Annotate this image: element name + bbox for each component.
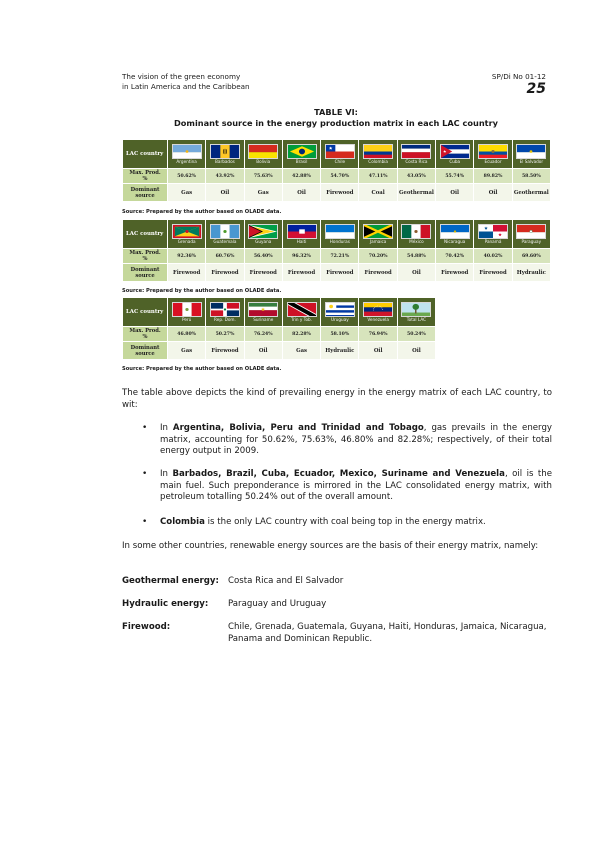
max-prod-value: 82.28% bbox=[282, 327, 320, 342]
country-name: Honduras bbox=[321, 239, 358, 245]
country-header bbox=[206, 220, 244, 249]
country-header bbox=[359, 220, 397, 249]
country-name: Ecuador bbox=[474, 159, 511, 165]
row-label-country: LAC country bbox=[123, 220, 168, 249]
max-prod-value: 42.88% bbox=[282, 169, 320, 184]
paraguay-flag-icon bbox=[516, 224, 546, 239]
haiti-flag-icon bbox=[287, 224, 317, 239]
dominant-source-value: Geothermal bbox=[512, 184, 550, 202]
colombia-flag-icon bbox=[363, 144, 393, 159]
definition-label: Geothermal energy: bbox=[122, 576, 219, 586]
bullet-marker: • bbox=[142, 423, 148, 433]
trinidad-tobago-flag-icon bbox=[287, 302, 317, 317]
country-name: Trin y Tob. bbox=[283, 317, 320, 323]
max-prod-value: 43.92% bbox=[206, 169, 244, 184]
max-prod-value: 60.76% bbox=[206, 249, 244, 264]
max-prod-value: 43.05% bbox=[397, 169, 435, 184]
row-label-max-prod: Max. Prod. % bbox=[123, 249, 168, 264]
renewables-paragraph: In some other countries, renewable energy sources are the basis of their energy matrix, namely: bbox=[122, 541, 539, 551]
max-prod-value: 40.02% bbox=[474, 249, 512, 264]
definition-value: Costa Rica and El Salvador bbox=[228, 576, 344, 586]
row-label-country: LAC country bbox=[123, 298, 168, 327]
bolivia-flag-icon bbox=[248, 144, 278, 159]
dominant-source-value: Oil bbox=[244, 342, 282, 360]
dominant-source-value: Firewood bbox=[474, 264, 512, 282]
max-prod-value: 70.42% bbox=[436, 249, 474, 264]
country-name: Haiti bbox=[283, 239, 320, 245]
costa-rica-flag-icon bbox=[401, 144, 431, 159]
dominant-source-value: Firewood bbox=[244, 264, 282, 282]
country-name: Jamaica bbox=[359, 239, 396, 245]
grenada-flag-icon bbox=[172, 224, 202, 239]
max-prod-value: 54.88% bbox=[397, 249, 435, 264]
country-header bbox=[512, 220, 550, 249]
max-prod-value: 50.62% bbox=[168, 169, 206, 184]
dominant-source-value: Coal bbox=[359, 184, 397, 202]
country-name: Venezuela bbox=[359, 317, 396, 323]
brazil-flag-icon bbox=[287, 144, 317, 159]
guyana-flag-icon bbox=[248, 224, 278, 239]
energy-table-1 bbox=[122, 139, 551, 202]
country-name: Grenada bbox=[168, 239, 205, 245]
table-source-note: Source: Prepared by the author based on OLADE data. bbox=[122, 209, 282, 215]
dominant-source-value: Oil bbox=[474, 184, 512, 202]
dominant-source-value: Oil bbox=[397, 264, 435, 282]
dominant-source-value: Geothermal bbox=[397, 184, 435, 202]
country-header bbox=[474, 220, 512, 249]
peru-flag-icon bbox=[172, 302, 202, 317]
max-prod-value: 75.63% bbox=[244, 169, 282, 184]
country-name: Uruguay bbox=[321, 317, 358, 323]
country-header bbox=[206, 140, 244, 169]
definition-value: Chile, Grenada, Guatemala, Guyana, Haiti, Honduras, Jamaica, Nicaragua, Panama and Dominican Republic. bbox=[228, 622, 547, 644]
dominant-source-value: Firewood bbox=[168, 264, 206, 282]
dominant-source-value: Firewood bbox=[436, 264, 474, 282]
document-reference: SP/Di No 01-12 bbox=[491, 72, 546, 81]
country-name: Argentina bbox=[168, 159, 205, 165]
country-header bbox=[244, 220, 282, 249]
nicaragua-flag-icon bbox=[440, 224, 470, 239]
intro-paragraph: The table above depicts the kind of prevailing energy in the energy matrix of each LAC country, to wit: bbox=[122, 388, 552, 410]
country-name: Barbados bbox=[206, 159, 243, 165]
country-header bbox=[397, 140, 435, 169]
total-lac-flag-icon bbox=[401, 302, 431, 317]
max-prod-value: 76.24% bbox=[244, 327, 282, 342]
running-header-title bbox=[122, 72, 250, 91]
definition-label: Firewood: bbox=[122, 622, 171, 632]
table-title-number: TABLE VI: bbox=[314, 107, 358, 117]
country-header bbox=[168, 220, 206, 249]
energy-table-2 bbox=[122, 219, 551, 282]
barbados-flag-icon bbox=[210, 144, 240, 159]
country-header bbox=[512, 140, 550, 169]
dominant-source-value: Oil bbox=[359, 342, 397, 360]
country-name: Guyana bbox=[245, 239, 282, 245]
max-prod-value: 76.94% bbox=[359, 327, 397, 342]
max-prod-value: 58.50% bbox=[512, 169, 550, 184]
dominant-source-value: Firewood bbox=[321, 184, 359, 202]
country-header bbox=[359, 298, 397, 327]
row-label-dominant-source: Dominant source bbox=[123, 264, 168, 282]
country-name: Nicaragua bbox=[436, 239, 473, 245]
dominant-source-value: Firewood bbox=[359, 264, 397, 282]
jamaica-flag-icon bbox=[363, 224, 393, 239]
country-header bbox=[359, 140, 397, 169]
country-name: México bbox=[398, 239, 435, 245]
el-salvador-flag-icon bbox=[516, 144, 546, 159]
uruguay-flag-icon bbox=[325, 302, 355, 317]
table-title-caption: Dominant source in the energy production matrix in each LAC country bbox=[174, 117, 498, 128]
dominant-source-value: Oil bbox=[397, 342, 435, 360]
bullet-marker: • bbox=[142, 469, 148, 479]
max-prod-value: 46.80% bbox=[168, 327, 206, 342]
max-prod-value: 50.24% bbox=[397, 327, 435, 342]
definition-value: Paraguay and Uruguay bbox=[228, 599, 327, 609]
dominant-source-value: Firewood bbox=[282, 264, 320, 282]
country-name: Guatemala bbox=[206, 239, 243, 245]
country-header bbox=[282, 220, 320, 249]
panama-flag-icon bbox=[478, 224, 508, 239]
country-name: Suriname bbox=[245, 317, 282, 323]
honduras-flag-icon bbox=[325, 224, 355, 239]
dominant-source-value: Hydraulic bbox=[512, 264, 550, 282]
max-prod-value: 89.82% bbox=[474, 169, 512, 184]
country-name: Panamá bbox=[474, 239, 511, 245]
bullet-item: In Argentina, Bolivia, Peru and Trinidad and Tobago, gas prevails in the energy matrix, accounting for 50.62%, 75.63%, 46.80% and 82.28%; respectively, of their total energy output in 2009. bbox=[160, 423, 552, 457]
table-source-note: Source: Prepared by the author based on OLADE data. bbox=[122, 288, 282, 294]
country-header bbox=[168, 298, 206, 327]
max-prod-value: 69.60% bbox=[512, 249, 550, 264]
country-header bbox=[321, 220, 359, 249]
max-prod-value: 54.70% bbox=[321, 169, 359, 184]
energy-table-3 bbox=[122, 297, 436, 360]
max-prod-value: 96.32% bbox=[282, 249, 320, 264]
argentina-flag-icon bbox=[172, 144, 202, 159]
dominant-source-value: Gas bbox=[168, 184, 206, 202]
row-label-country: LAC country bbox=[123, 140, 168, 169]
bullet-marker: • bbox=[142, 517, 148, 527]
row-label-max-prod: Max. Prod. % bbox=[123, 327, 168, 342]
dominant-source-value: Firewood bbox=[206, 342, 244, 360]
country-header bbox=[282, 140, 320, 169]
row-label-max-prod: Max. Prod. % bbox=[123, 169, 168, 184]
country-name: Paraguay bbox=[513, 239, 550, 245]
country-header bbox=[436, 140, 474, 169]
bullet-item: In Barbados, Brazil, Cuba, Ecuador, Mexico, Suriname and Venezuela, oil is the main fuel. Such preponderance is mirrored in the LAC consolidated energy matrix, with petroleum totalling 50.24% out of the overall amount. bbox=[160, 469, 552, 503]
country-header bbox=[244, 140, 282, 169]
country-name: Costa Rica bbox=[398, 159, 435, 165]
country-header bbox=[321, 298, 359, 327]
country-header bbox=[321, 140, 359, 169]
dominant-source-value: Gas bbox=[168, 342, 206, 360]
venezuela-flag-icon bbox=[363, 302, 393, 317]
country-header bbox=[397, 298, 435, 327]
header-line-2: in Latin America and the Caribbean bbox=[122, 81, 250, 91]
dominant-source-value: Oil bbox=[436, 184, 474, 202]
max-prod-value: 72.21% bbox=[321, 249, 359, 264]
country-name: Chile bbox=[321, 159, 358, 165]
table-title bbox=[122, 107, 550, 128]
country-name: Total LAC bbox=[398, 317, 435, 323]
country-name: Cuba bbox=[436, 159, 473, 165]
chile-flag-icon bbox=[325, 144, 355, 159]
dominant-source-value: Oil bbox=[206, 184, 244, 202]
suriname-flag-icon bbox=[248, 302, 278, 317]
max-prod-value: 50.27% bbox=[206, 327, 244, 342]
dominant-source-value: Gas bbox=[282, 342, 320, 360]
page-number: 25 bbox=[526, 81, 546, 97]
max-prod-value: 55.74% bbox=[436, 169, 474, 184]
max-prod-value: 92.36% bbox=[168, 249, 206, 264]
dominant-source-value: Firewood bbox=[321, 264, 359, 282]
max-prod-value: 70.20% bbox=[359, 249, 397, 264]
mexico-flag-icon bbox=[401, 224, 431, 239]
table-source-note: Source: Prepared by the author based on OLADE data. bbox=[122, 366, 282, 372]
dominant-source-value: Firewood bbox=[206, 264, 244, 282]
dominican-republic-flag-icon bbox=[210, 302, 240, 317]
dominant-source-value: Hydraulic bbox=[321, 342, 359, 360]
country-header bbox=[282, 298, 320, 327]
cuba-flag-icon bbox=[440, 144, 470, 159]
row-label-dominant-source: Dominant source bbox=[123, 342, 168, 360]
definition-label: Hydraulic energy: bbox=[122, 599, 209, 609]
bullet-item: Colombia is the only LAC country with coal being top in the energy matrix. bbox=[160, 517, 486, 527]
dominant-source-value: Oil bbox=[282, 184, 320, 202]
country-name: Brasil bbox=[283, 159, 320, 165]
country-name: Colombia bbox=[359, 159, 396, 165]
dominant-source-value: Gas bbox=[244, 184, 282, 202]
country-header bbox=[206, 298, 244, 327]
guatemala-flag-icon bbox=[210, 224, 240, 239]
country-header bbox=[474, 140, 512, 169]
country-header bbox=[397, 220, 435, 249]
country-name: Perú bbox=[168, 317, 205, 323]
country-header bbox=[436, 220, 474, 249]
country-name: El Salvador bbox=[513, 159, 550, 165]
country-name: Bolivia bbox=[245, 159, 282, 165]
country-header bbox=[244, 298, 282, 327]
max-prod-value: 58.10% bbox=[321, 327, 359, 342]
header-line-1: The vision of the green economy bbox=[122, 72, 241, 81]
ecuador-flag-icon bbox=[478, 144, 508, 159]
country-header bbox=[168, 140, 206, 169]
row-label-dominant-source: Dominant source bbox=[123, 184, 168, 202]
max-prod-value: 56.40% bbox=[244, 249, 282, 264]
country-name: Rep. Dom. bbox=[206, 317, 243, 323]
max-prod-value: 47.11% bbox=[359, 169, 397, 184]
